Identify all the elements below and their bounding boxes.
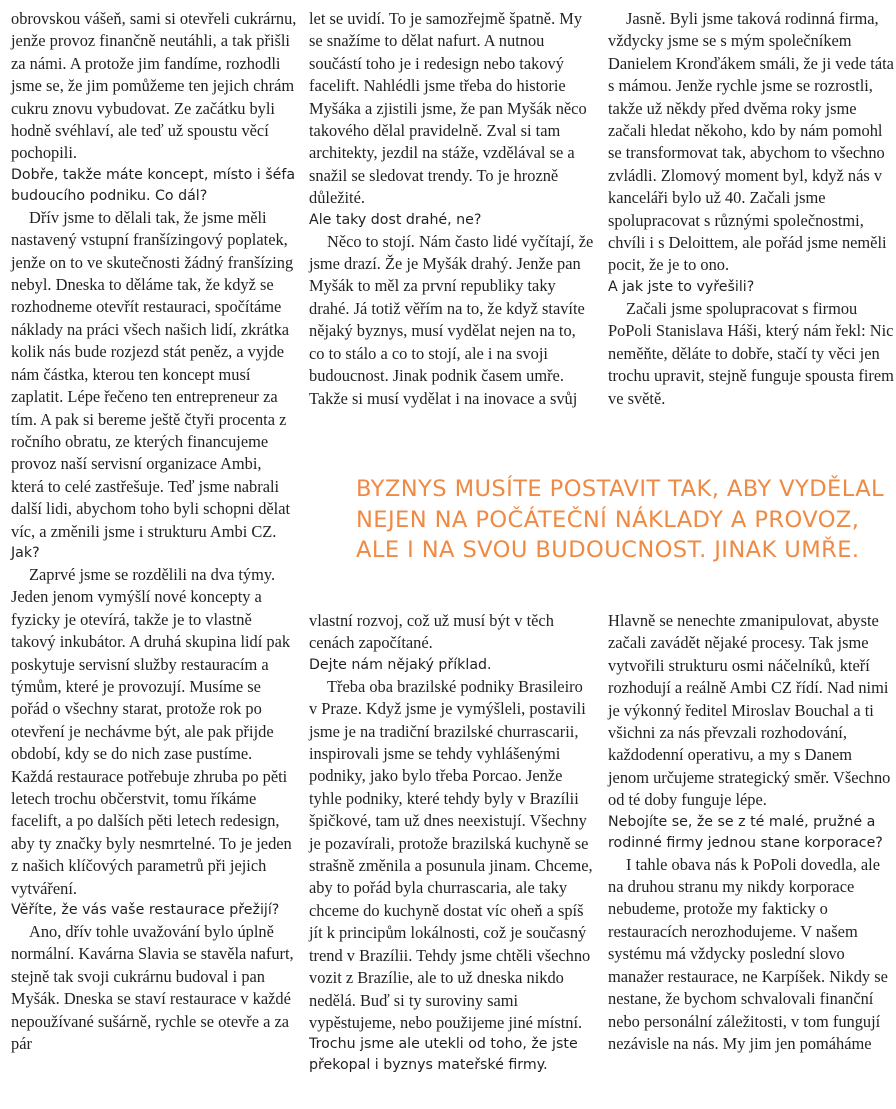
body-paragraph: Hlavně se nenechte zmanipulovat, abyste začali zavádět nějaké procesy. Tak jsme vytvořili strukturu osmi náčelníků, kteří rozhodují a reálně Ambi CZ řídí. Nad nimi je výkonný ředitel Miroslav Bouchal a ti všichni za nás převzali rozhodování, každodenní operativu, a my s Danem jenom určujeme strategický směr. Všechno od té doby funguje lépe. <box>608 611 891 810</box>
interview-question: A jak jste to vyřešili? <box>608 278 755 295</box>
article-column-5 <box>608 610 894 1055</box>
body-paragraph: Začali jsme spolupracovat s firmou PoPoli Stanislava Háši, který nám řekl: Nic neměňte, děláte to dobře, stačí ty věci jen trochu upravit, stejně funguje spousta firem ve světě. <box>608 298 894 408</box>
article-column-1 <box>11 8 297 1055</box>
interview-question: Ale taky dost drahé, ne? <box>309 211 482 228</box>
body-paragraph: Dřív jsme to dělali tak, že jsme měli nastavený vstupní franšízingový poplatek, jenže on to ve skutečnosti žádný franšízing nebyl. Dneska to děláme tak, že když se rozhodneme otevřít restauraci, spočítáme náklady na práci všech našich lidí, zkrátka kolik nás bude rozjezd stát peněz, a vyjde nám částka, kterou ten koncept musí zaplatit. Lépe řečeno ten entrepreneur za tím. A pak si bereme ještě čtyři procenta z ročního obratu, ze kterých financujeme provoz naší servisní organizace Ambi, která to celé zastřešuje. Teď jsme nabrali další lidi, abychom toho byli schopni dělat víc, a změnili jsme i strukturu Ambi CZ. <box>11 207 294 541</box>
body-paragraph: vlastní rozvoj, což už musí být v těch cenách započítané. <box>309 611 554 653</box>
article-column-3 <box>608 8 894 410</box>
body-paragraph: Ano, dřív tohle uvažování bylo úplně normální. Kavárna Slavia se stavěla nafurt, stejně tak svoji cukrárnu budoval i pan Myšák. Dneska se staví restaurace v každé nepoužívané sušárně, rychle se otevře a za pár <box>11 922 294 1054</box>
body-paragraph: obrovskou vášeň, sami si otevřeli cukrárnu, jenže provoz finančně neutáhli, a tak přišli za námi. A protože jim fandíme, rozhodli jsme se, že jim pomůžeme ten jejich chrám cukru znovu vybudovat. Ze začátku byli hodně svéhlaví, ale teď už spoustu věcí pochopili. <box>11 9 297 163</box>
interview-question: Dobře, takže máte koncept, místo i šéfa budoucího podniku. Co dál? <box>11 166 296 204</box>
pull-quote: BYZNYS MUSÍTE POSTAVIT TAK, ABY VYDĚLAL NEJEN NA POČÁTEČNÍ NÁKLADY A PROVOZ, ALE I NA SVOU BUDOUCNOST. JINAK UMŘE. <box>356 476 885 563</box>
body-paragraph: Jasně. Byli jsme taková rodinná firma, vždycky jsme se s mým společníkem Danielem Kronďákem smáli, že ji vede táta s mámou. Jenže rychle jsme se rozrostli, takže už někdy před dvěma roky jsme začali hledat někoho, kdo by nám pomohl se transformovat tak, abychom to všechno zvládli. Zlomový moment byl, když nás v kanceláři bylo už 40. Začali jsme spolupracovat s různými společnostmi, chvíli i s Deloittem, ale pořád jsme neměli pocit, že je to ono. <box>608 9 894 275</box>
article-column-4 <box>309 610 595 1076</box>
body-paragraph: Třeba oba brazilské podniky Brasileiro v Praze. Když jsme je vymýšleli, postavili jsme je na tradiční brazilské churrascarii, inspirovali jsme se tehdy vyhlášenými podniky, jako bylo třeba Porcao. Jenže tyhle podniky, které tehdy byly v Brazílii špičkové, tam už dnes neexistují. Všechny je pozavírali, protože brazilská kuchyně se strašně změnila a posunula jinam. Chceme, aby to pořád byla churrascaria, ale taky chceme do kuchyně dostat víc oheň a spíš jít k principům lokálnosti, což je současný trend v Brazílii. Tehdy jsme chtěli všechno vozit z Brazílie, ale to už dneska nikdo nedělá. Buď si ty suroviny sami vypěstujeme, nebo použijeme jiné místní. <box>309 676 593 1032</box>
interview-question: Dejte nám nějaký příklad. <box>309 656 492 673</box>
interview-question: Jak? <box>11 544 40 561</box>
body-paragraph: I tahle obava nás k PoPoli dovedla, ale na druhou stranu my nikdy korporace nebudeme, protože my fakticky o restauracích nerozhodujeme. V našem systému má vždycky poslední slovo manažer restaurace, ne Karpíšek. Nikdy se nestane, že bychom schvalovali finanční nebo personální záležitosti, v tom fungují nezávisle na nás. My jim jen pomáháme <box>608 854 888 1053</box>
interview-question: Nebojíte se, že se z té malé, pružné a rodinné firmy jednou stane korporace? <box>608 813 883 851</box>
interview-question: Věříte, že vás vaše restaurace přežijí? <box>11 902 280 919</box>
body-paragraph: Zaprvé jsme se rozdělili na dva týmy. Jeden jenom vymýšlí nové koncepty a fyzicky je otevírá, takže je to vlastně takový inkubátor. A druhá skupina lidí pak poskytuje servisní služby restauracím a týmům, které je provozují. Musíme se pořád o všechny starat, protože rok po otevření je nechávme být, ale pak přijde období, kdy se do nich zase pustíme. Každá restaurace potřebuje zhruba po pěti letech trochu občerstvit, tomu říkáme facelift, a po dalších pěti letech redesign, aby ty značky byly nesmrtelné. To je jeden z našich klíčových parametrů při jejich vytváření. <box>11 564 292 898</box>
interview-question: Trochu jsme ale utekli od toho, že jste překopal i byznys mateřské firmy. <box>309 1036 578 1074</box>
article-column-2 <box>309 8 595 410</box>
body-paragraph: let se uvidí. To je samozřejmě špatně. My se snažíme to dělat nafurt. A nutnou součástí toho je i redesign nebo takový facelift. Nahlédli jsme třeba do historie Myšáka a zjistili jsme, že pan Myšák něco takového dělal pravidelně. Zval si tam architekty, jezdil na stáže, vzdělával se a snažil se sledovat trendy. To je hrozně důležité. <box>309 9 587 208</box>
body-paragraph: Něco to stojí. Nám často lidé vyčítají, že jsme drazí. Že je Myšák drahý. Jenže pan Myšák to měl za první republiky taky drahé. Já totiž věřím na to, že když stavíte nějaký byznys, musí vydělat nejen na to, co to stálo a co to stojí, ale i na svoji budoucnost. Jinak podnik časem umře. Takže si musí vydělat i na inovace a svůj <box>309 231 594 408</box>
